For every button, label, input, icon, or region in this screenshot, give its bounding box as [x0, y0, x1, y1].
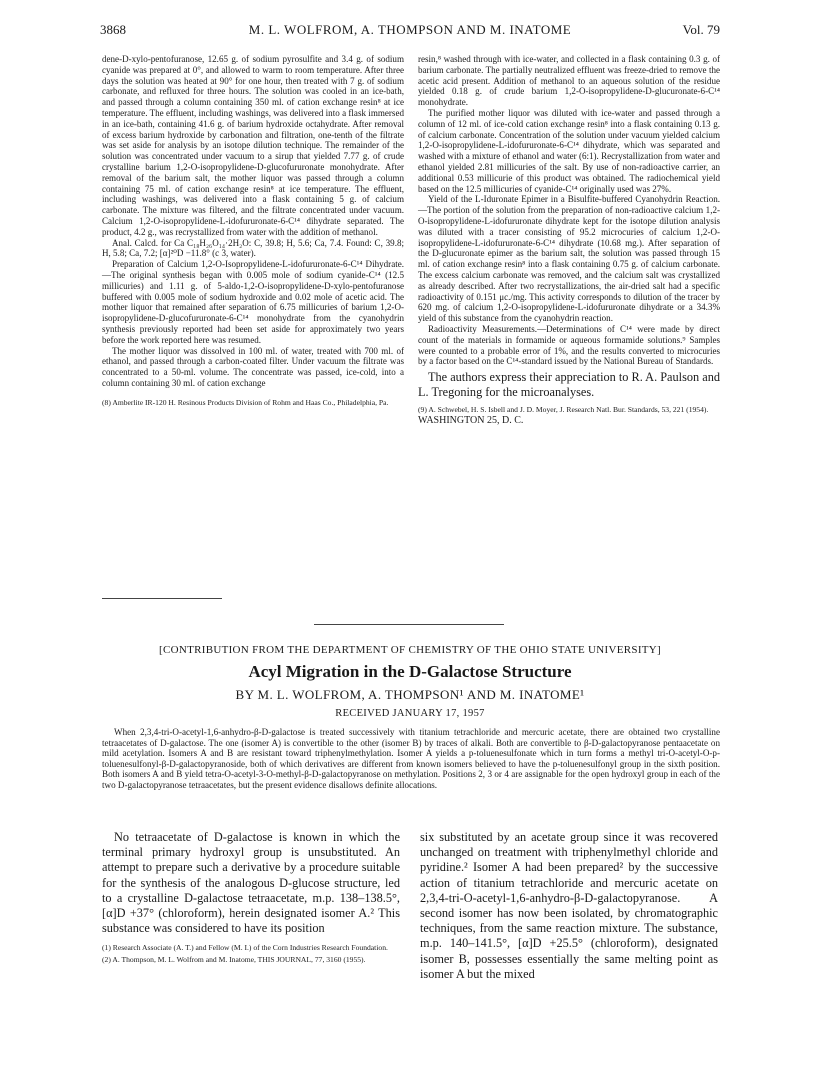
paragraph: six substituted by an acetate group since it was recovered unchanged on treatment with triphenylmethyl chloride and pyridine.² Isomer A had been prepared² by the successive action of titanium tetrachloride and mercuric acetate on 2,3,4-tri-O-acetyl-1,6-anhydro-β-D-galactopyranose. A second isomer has now been isolated, by chromatographic techniques, from the same reaction mixture. The substance, m.p. 140–141.5°, [α]D +25.5° (chloroform), designated isomer B, possesses essentially the same melting point as isomer A but the mixed	[420, 830, 718, 981]
paragraph: Radioactivity Measurements.—Determinations of C¹⁴ were made by direct count of the materials in formamide or aqueous formamide solutions.⁹ Samples were counted to a probable error of 1%, and the results converted to microcuries by a factor based on the C¹⁴-standard issued by the National Bureau of Standards.	[418, 323, 720, 367]
footnote: (8) Amberlite IR-120 H. Resinous Products Division of Rohm and Haas Co., Philadelphia, Pa.	[102, 397, 389, 407]
footnote: (2) A. Thompson, M. L. Wolfrom and M. Inatome, THIS JOURNAL, 77, 3160 (1955).	[102, 954, 366, 964]
received-date: RECEIVED JANUARY 17, 1957	[335, 708, 485, 719]
article-separator-rule	[314, 624, 504, 625]
article-title: Acyl Migration in the D-Galactose Structure	[248, 662, 572, 681]
paragraph: Yield of the L-Iduronate Epimer in a Bisulfite-buffered Cyanohydrin Reaction.—The portion of the solution from the preparation of non-radioactive calcium 1,2-O-isopropylidene-L-idofururonate dihydrate kept for the isotope dilution analysis was diluted with a tracer consisting of 95.2 microcuries of calcium 1,2-O-isopropylidene-L-idofururonate-6-C¹⁴ dihydrate (10.68 mg.). After separation of the D-glucuronate epimer as the barium salt, the solution was passed through 15 ml. of cation exchange resin⁸ into a flask containing 0.75 g. of calcium carbonate. The excess calcium carbonate was removed, and the calcium salt was crystallized as already described. After two recrystallizations, the air-dried salt had a specific radioactivity of 0.151 μc./mg. This activity corresponds to dilution of the tracer by 620 mg. of calcium 1,2-O-isopropylidene-L-idofururonate dihydrate or a 34.3% yield of this substance from the cyanohydrin reaction.	[418, 194, 720, 324]
body-left-column	[102, 830, 400, 964]
paragraph: resin,⁸ washed through with ice-water, and collected in a flask containing 0.3 g. of barium carbonate. The partially neutralized effluent was freeze-dried to remove the acetic acid present. Addition of methanol to an aqueous solution of the residue yielded 0.18 g. of crude barium 1,2-O-isopropylidene-D-glucuronate-6-C¹⁴ monohydrate.	[418, 54, 720, 108]
abstract: When 2,3,4-tri-O-acetyl-1,6-anhydro-β-D-galactose is treated successively with titanium tetrachloride and mercuric acetate, there are obtained two crystalline tetraacetates of D-galactose. The one (isomer A) is convertible to the other (isomer B) by traces of alkali. Both are convertible to β-D-galactopyranose pentaacetate on mild acetylation. Isomers A and B are resistant toward triphenylmethylation. Isomer A yields a p-toluenesulfonate which in turn forms a methyl tri-O-acetyl-O-p-toluenesulfonyl-β-D-galactopyranoside, both of which derivatives are different from known isomers believed to have the p-toluenesulfonyl group in the sixth position. Both isomers A and B yield tetra-O-acetyl-3-O-methyl-β-D-galactopyranose on methylation. Positions 2, 3 or 4 are assignable for the open hydroxyl group in each of the two D-galactopyranose tetraacetates, but the present evidence disallows definite allocations.	[102, 727, 720, 790]
volume-label: Vol. 79	[682, 22, 720, 37]
paragraph: The purified mother liquor was diluted with ice-water and passed through a column of 12 ml. of ice-cold cation exchange resin⁸ into a flask containing 0.13 g. of calcium carbonate. Concentration of the solution under vacuum yielded calcium 1,2-O-isopropylidene-L-idofururonate-6-C¹⁴ dihydrate, which was separated and washed with a mixture of ethanol and water (6:1). Recrystallization from water and ethanol yielded 2.81 millicuries of the salt. By use of non-radioactive carrier, an additional 0.53 millicurie of this product was obtained. The radiochemical yield based on the 12.5 millicuries of cyanide-C¹⁴ originally used was 27%.	[418, 107, 720, 194]
footnote-rule	[102, 598, 222, 599]
acknowledgement: The authors express their appreciation to R. A. Paulson and L. Tregoning for the microanalyses.	[418, 370, 720, 400]
body-right-column	[420, 830, 718, 982]
page-header	[100, 22, 720, 42]
paragraph: dene-D-xylo-pentofuranose, 12.65 g. of sodium pyrosulfite and 3.4 g. of sodium cyanide was prepared at 0°, and allowed to warm to room temperature. After three days the solution was heated at 90° for one hour, then treated with 7 g. of sodium carbonate, and refluxed for three hours. The solution was cooled in an ice-bath, and passed through a column containing 350 ml. of cation exchange resin⁸ at ice temperature. The effluent, including washings, was delivered into a flask immersed in an ice-bath, containing 41.6 g. of barium hydroxide octahydrate. After removal of excess barium hydroxide by carbonation and filtration, one-tenth of the filtrate was set aside for analysis by an isotope dilution technique. The remainder of the solution was concentrated under vacuum to a sirup that yielded 7.77 g. of crude crystalline barium 1,2-O-isopropylidene-D-glucofururonate monohydrate. After removal of the barium salt, the mother liquor was passed through a column containing 75 ml. of cation exchange resin⁸ at ice temperature. The effluent, including washings, was delivered into a flask containing 5 g. of calcium carbonate. The mixture was filtered, and the filtrate concentrated under vacuum. Calcium 1,2-O-isopropylidene-L-idofururonate-6-C¹⁴ dihydrate separated. The product, 4.2 g., was recrystallized from water with the addition of methanol.	[102, 54, 404, 237]
footnote: (9) A. Schwebel, H. S. Isbell and J. D. Moyer, J. Research Natl. Bur. Standards, 53, 221 (1954).	[418, 405, 709, 415]
top-left-column	[102, 54, 404, 407]
contribution-line: [CONTRIBUTION FROM THE DEPARTMENT OF CHEMISTRY OF THE OHIO STATE UNIVERSITY]	[158, 644, 662, 656]
footnote: (1) Research Associate (A. T.) and Fellow (M. I.) of the Corn Industries Research Foundation.	[102, 943, 388, 953]
page-number: 3868	[100, 22, 126, 37]
analysis-paragraph: Anal. Calcd. for Ca C₁₈H₂₆O₁₄·2H₂O: C, 39.8; H, 5.6; Ca, 7.4. Found: C, 39.8; H, 5.8; Ca, 7.2; [α]²⁰D −11.8° (c 3, water).	[102, 237, 404, 259]
running-title: M. L. WOLFROM, A. THOMPSON AND M. INATOME	[248, 22, 572, 37]
paragraph: Preparation of Calcium 1,2-O-Isopropylidene-L-idofururonate-6-C¹⁴ Dihydrate.—The original synthesis began with 0.005 mole of sodium cyanide-C¹⁴ (12.5 millicuries) and 1.11 g. of 5-aldo-1,2-O-isopropylidene-D-xylo-pentofuranose buffered with 0.005 mole of sodium hydroxide and 0.02 mole of acetic acid. The mother liquor that remained after separation of 6.75 millicuries of barium 1,2-O-isopropylidene-D-glucofururonate-6-C¹⁴ monohydrate from the cyanohydrin synthesis previously reported had been set aside for approximately two years before the work reported here was resumed.	[102, 259, 404, 345]
paragraph: No tetraacetate of D-galactose is known in which the terminal primary hydroxyl group is unsubstituted. An attempt to prepare such a derivative by a procedure suitable for the synthesis of the analogous D-glucose structure, led to a crystalline D-galactose tetraacetate, m.p. 138–138.5°, [α]D +37° (chloroform), herein designated isomer A.² This substance was considered to have its position	[102, 830, 400, 936]
paragraph: The mother liquor was dissolved in 100 ml. of water, treated with 700 ml. of ethanol, and passed through a carbon-coated filter. Under vacuum the filtrate was concentrated to a 50-ml. volume. The concentrate was passed, ice-cold, into a column containing 30 ml. of cation exchange	[102, 345, 404, 388]
article-authors: BY M. L. WOLFROM, A. THOMPSON¹ AND M. INATOME¹	[235, 687, 585, 702]
top-right-column	[418, 54, 720, 427]
location: WASHINGTON 25, D. C.	[418, 415, 524, 427]
